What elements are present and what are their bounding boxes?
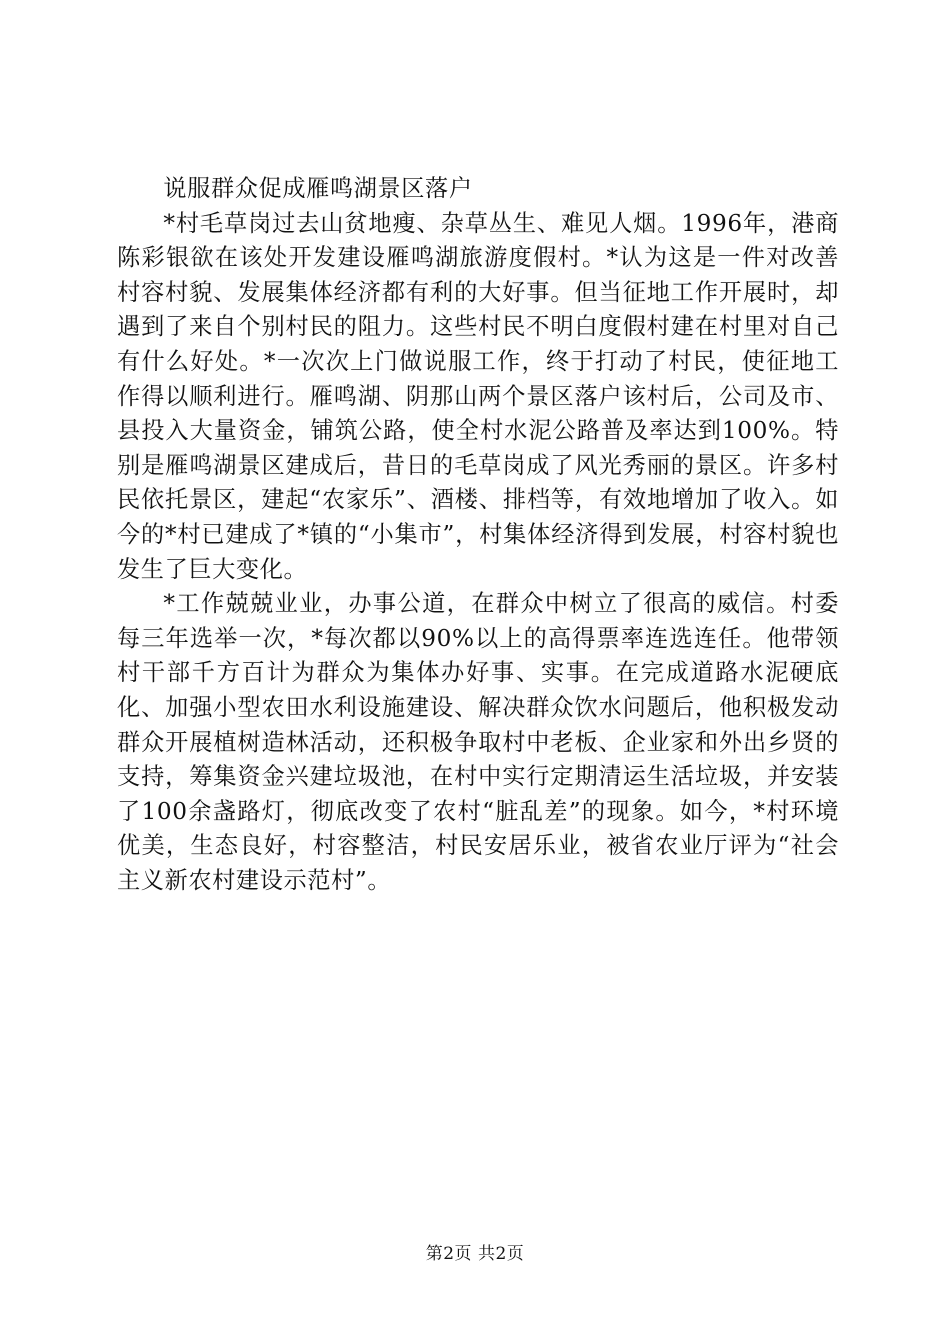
body-paragraph-1: *村毛草岗过去山贫地瘦、杂草丛生、难见人烟。1996年，港商陈彩银欲在该处开发建设雁鸣湖旅游度假村。*认为这是一件对改善村容村貌、发展集体经济都有利的大好事。但当征地工作开展时，却遇到了来自个别村民的阻力。这些村民不明白度假村建在村里对自己有什么好处。*一次次上门做说服工作，终于打动了村民，使征地工作得以顺利进行。雁鸣湖、阴那山两个景区落户该村后，公司及市、县投入大量资金，铺筑公路，使全村水泥公路普及率达到100%。特别是雁鸣湖景区建成后，昔日的毛草岗成了风光秀丽的景区。许多村民依托景区，建起“农家乐”、酒楼、排档等，有效地增加了收入。如今的*村已建成了*镇的“小集市”，村集体经济得到发展，村容村貌也发生了巨大变化。 [117,209,839,583]
section-heading: 说服群众促成雁鸣湖景区落户 [163,175,473,202]
body-paragraph-2: *工作兢兢业业，办事公道，在群众中树立了很高的威信。村委每三年选举一次，*每次都以90%以上的高得票率连选连任。他带领村干部千方百计为群众为集体办好事、实事。在完成道路水泥硬底化、加强小型农田水利设施建设、解决群众饮水问题后，他积极发动群众开展植树造林活动，还积极争取村中老板、企业家和外出乡贤的支持，筹集资金兴建垃圾池，在村中实行定期清运生活垃圾，并安装了100余盏路灯，彻底改变了农村“脏乱差”的现象。如今，*村环境优美，生态良好，村容整洁，村民安居乐业，被省农业厅评为“社会主义新农村建设示范村”。 [117,590,839,894]
document-body [117,172,839,898]
page-number-footer: 第2页 共2页 [425,1244,525,1264]
